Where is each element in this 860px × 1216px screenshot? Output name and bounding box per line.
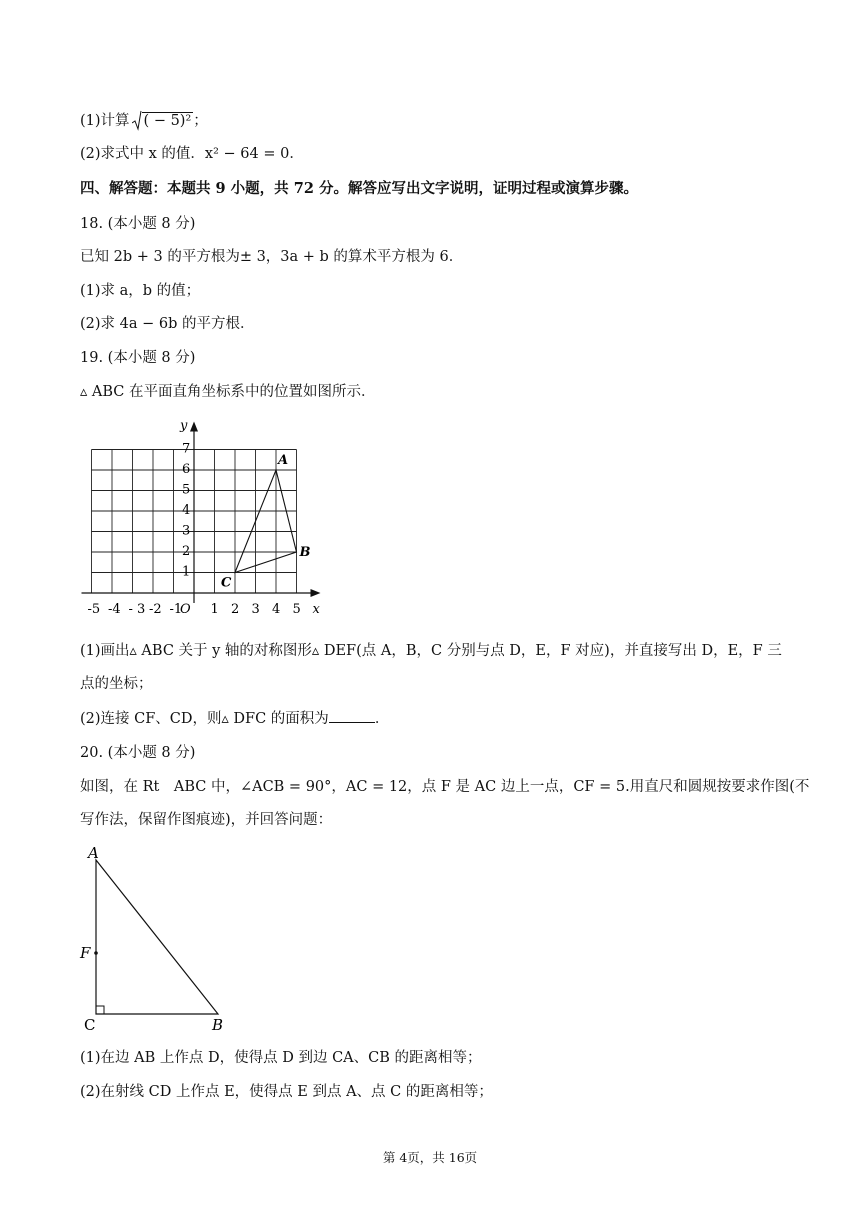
y-tick-label: 7 — [182, 441, 191, 457]
point-label-a: A — [278, 453, 289, 468]
x-tick-label: 1 — [210, 602, 219, 617]
q19-heading: 19. (本小题 8 分) — [80, 350, 196, 366]
y-axis-label: y — [180, 418, 188, 434]
q20-stem-line1: 如图，在 Rt ABC 中，∠ACB = 90°，AC = 12，点 F 是 AC 边上一点，CF = 5.用直尺和圆规按要求作图(不 — [80, 779, 810, 795]
q19-part1-line2: 点的坐标； — [80, 676, 153, 692]
section-4-heading: 四、解答题：本题共 9 小题，共 72 分。解答应写出文字说明，证明过程或演算步骤。 — [80, 180, 638, 197]
y-tick-label: 3 — [182, 523, 191, 539]
x-tick-label: 5 — [292, 602, 301, 617]
q19-stem: ▵ ABC 在平面直角坐标系中的位置如图所示． — [80, 384, 376, 400]
label-c: C — [84, 1016, 96, 1034]
y-tick-label: 1 — [182, 564, 191, 580]
q20-stem-line2: 写作法，保留作图痕迹)，并回答问题： — [80, 812, 333, 828]
y-tick-label: 2 — [182, 544, 191, 559]
coordinate-grid-figure — [78, 412, 348, 622]
q19-part1-line1: (1)画出▵ ABC 关于 y 轴的对称图形▵ DEF(点 A，B，C 分别与点 D，E，F 对应)，并直接写出 D，E，F 三 — [80, 643, 782, 659]
triangle-abc-path — [235, 470, 297, 573]
q19-part2 — [80, 708, 780, 730]
x-axis-label: x — [312, 602, 320, 617]
q18-heading: 18. (本小题 8 分) — [80, 216, 196, 232]
radical-icon — [132, 110, 142, 132]
x-tick-label: -1 — [169, 602, 183, 617]
x-tick-label: -2 — [149, 602, 162, 617]
q18-part2: (2)求 4a − 6b 的平方根． — [80, 316, 255, 332]
axes — [82, 419, 321, 618]
q20-part2: (2)在射线 CD 上作点 E，使得点 E 到点 A、点 C 的距离相等； — [80, 1084, 493, 1100]
q17-part1-label: (1)计算 — [80, 113, 130, 129]
x-tick-label: 3 — [251, 602, 260, 617]
q17-sqrt-expression: ( − 5)² — [143, 113, 192, 129]
label-f: F — [80, 944, 91, 962]
x-tick-label: 4 — [272, 602, 281, 617]
q20-part1: (1)在边 AB 上作点 D，使得点 D 到边 CA、CB 的距离相等； — [80, 1050, 482, 1066]
q17-part2: (2)求式中 x 的值．x² − 64 = 0． — [80, 146, 304, 162]
y-tick-label: 6 — [182, 462, 191, 477]
triangle-abc — [221, 453, 311, 591]
q18-stem: 已知 2b + 3 的平方根为± 3，3a + b 的算术平方根为 6． — [80, 249, 464, 265]
x-tick-label: 2 — [231, 602, 240, 617]
triangle-abc-outline — [96, 860, 218, 1014]
answer-blank — [329, 708, 375, 723]
x-axis-arrow — [311, 589, 321, 597]
sqrt-sign — [132, 110, 194, 132]
q20-heading: 20. (本小题 8 分) — [80, 745, 196, 761]
x-tick-label: O — [180, 602, 191, 617]
point-label-b: B — [299, 545, 311, 560]
q19-part2-text: (2)连接 CF、CD，则▵ DFC 的面积为 — [80, 711, 329, 727]
label-a: A — [88, 844, 99, 862]
x-tick-label: - 3 — [128, 602, 146, 617]
y-tick-label: 5 — [182, 482, 191, 498]
label-b: B — [212, 1016, 224, 1034]
q19-part2-end: ． — [374, 711, 390, 727]
x-tick-label: -4 — [108, 602, 121, 617]
right-triangle-figure — [78, 840, 238, 1035]
y-axis-arrow — [190, 422, 198, 432]
right-angle-mark — [96, 1006, 104, 1014]
q17-part1-end: ； — [193, 113, 208, 129]
x-tick-label: -5 — [87, 602, 101, 617]
q18-part1: (1)求 a，b 的值； — [80, 283, 201, 299]
point-label-c: C — [221, 575, 232, 591]
y-tick-label: 4 — [182, 503, 191, 518]
point-f-dot — [94, 951, 98, 955]
q17-part1 — [80, 110, 780, 132]
page-footer: 第 4页，共 16页 — [382, 1150, 478, 1165]
